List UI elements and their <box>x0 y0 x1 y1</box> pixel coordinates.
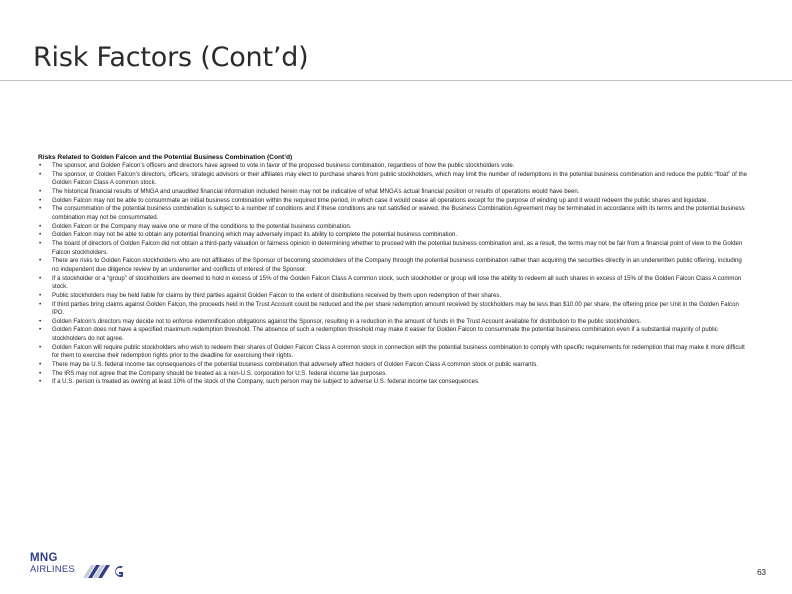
bullet-glyph: • <box>39 239 42 247</box>
list-item-text: If a U.S. person is treated as owning at least 10% of the stock of the Company, such person may be subject to adverse U.S. federal income tax consequences. <box>52 378 480 386</box>
list-item <box>38 240 750 257</box>
list-item-text: Golden Falcon may not be able to obtain any potential financing which may adversely impact its ability to complete the potential business combination. <box>52 231 458 239</box>
list-item-text: Public stockholders may be held liable for claims by third parties against Golden Falcon to the extent of distributions received by them upon redemption of their shares. <box>52 291 502 299</box>
bullet-glyph: • <box>39 361 42 369</box>
list-item <box>38 223 750 232</box>
list-item <box>38 275 750 292</box>
bullet-glyph: • <box>39 317 42 325</box>
list-item-text: The historical financial results of MNGA and unaudited financial information included herein may not be indicative of what MNGA’s actual financial position or results of operations would have been. <box>52 187 580 195</box>
bullet-glyph: • <box>39 300 42 308</box>
list-item-text: There are risks to Golden Falcon stockholders who are not affiliates of the Sponsor of becoming stockholders of the Company through the potential business combination rather than acquiring the securities directly in an underwritten public offering, including no independent due diligence review by an underwriter and conflicts of interest of the Sponsor. <box>52 257 742 273</box>
list-item-text: There may be U.S. federal income tax consequences of the potential business combination that adversely affect holders of Golden Falcon Class A common stock or public warrants. <box>52 361 538 369</box>
list-item <box>38 301 750 318</box>
list-item-text: The board of directors of Golden Falcon did not obtain a third-party valuation or fairness opinion in determining whether to proceed with the potential business combination and, as a result, the terms may not be fair from a financial point of view to the Golden Falcon stockholders. <box>52 239 743 256</box>
section-heading: Risks Related to Golden Falcon and the Potential Business Combination (Cont’d) <box>38 154 293 161</box>
bullet-glyph: • <box>39 196 42 204</box>
bullet-glyph: • <box>39 343 42 351</box>
list-item <box>38 188 750 197</box>
list-item <box>38 292 750 301</box>
bullet-glyph: • <box>39 222 42 230</box>
risk-list <box>38 162 750 387</box>
list-item <box>38 361 750 370</box>
title-divider <box>0 80 792 81</box>
bullet-glyph: • <box>39 326 42 334</box>
list-item <box>38 370 750 379</box>
list-item-text: Golden Falcon’s directors may decide not to enforce indemnification obligations against the Sponsor, resulting in a reduction in the amount of funds in the Trust Account available for distribution to the public stockholders. <box>52 317 642 325</box>
company-logo <box>30 552 75 575</box>
bullet-glyph: • <box>39 205 42 213</box>
list-item <box>38 205 750 222</box>
bullet-glyph: • <box>39 369 42 377</box>
list-item <box>38 344 750 361</box>
bullet-glyph: • <box>39 170 42 178</box>
list-item-text: If a stockholder or a “group” of stockholders are deemed to hold in excess of 15% of the Golden Falcon Class A common stock, such stockholder or group will lose the ability to redeem all such shares in excess of 15% of the Golden Falcon Class A common stock. <box>52 274 742 291</box>
bullet-glyph: • <box>39 378 42 386</box>
list-item-text: The sponsor, or Golden Falcon’s directors, officers, strategic advisors or their affiliates may elect to purchase shares from public stockholders, which may limit the number of redemptions in the potential business combination and reduce the public “float” of the Golden Falcon Class A common stock. <box>52 170 748 187</box>
logo-emblem-icon <box>83 565 129 578</box>
list-item <box>38 162 750 171</box>
page-number: 63 <box>757 568 766 577</box>
slide-content <box>38 154 750 387</box>
bullet-glyph: • <box>39 274 42 282</box>
list-item-text: The IRS may not agree that the Company should be treated as a non-U.S. corporation for U.S. federal income tax purposes. <box>52 369 387 377</box>
list-item <box>38 231 750 240</box>
bullet-glyph: • <box>39 162 42 169</box>
list-item <box>38 378 750 387</box>
bullet-glyph: • <box>39 291 42 299</box>
list-item-text: Golden Falcon does not have a specified maximum redemption threshold. The absence of such a redemption threshold may make it easier for Golden Falcon to consummate the potential business combination even if a substantial majority of public stockholders do not agree. <box>52 326 718 343</box>
bullet-glyph: • <box>39 257 42 265</box>
list-item <box>38 171 750 188</box>
list-item <box>38 197 750 206</box>
list-item-text: Golden Falcon may not be able to consummate an initial business combination within the required time period, in which case it would cease all operations except for the purpose of winding up and it would redeem the public shares and liquidate. <box>52 196 709 204</box>
list-item-text: The sponsor, and Golden Falcon’s officers and directors have agreed to vote in favor of the proposed business combination, regardless of how the public stockholders vote. <box>52 162 515 169</box>
list-item-text: Golden Falcon will require public stockholders who wish to redeem their shares of Golden Falcon Class A common stock in connection with the potential business combination to comply with specific requirements for redemption that may make it more difficult for them to exercise their redemption rights prior to the deadline for exercising their rights. <box>52 343 745 360</box>
list-item-text: Golden Falcon or the Company may waive one or more of the conditions to the potential business combination. <box>52 222 352 230</box>
list-item-text: If third parties bring claims against Golden Falcon, the proceeds held in the Trust Account could be reduced and the per share redemption amount received by stockholders may be less than $10.00 per share, the offering price per Unit in the Golden Falcon IPO. <box>52 300 739 317</box>
list-item-text: The consummation of the potential business combination is subject to a number of conditions and if these conditions are not satisfied or waived, the Business Combination Agreement may be terminated in accordance with its terms and the potential business combination may not be consummated. <box>52 205 745 221</box>
logo-wordmark-airlines: AIRLINES <box>30 564 75 575</box>
bullet-glyph: • <box>39 231 42 239</box>
slide-title: Risk Factors (Cont’d) <box>33 42 309 73</box>
list-item <box>38 326 750 343</box>
bullet-glyph: • <box>39 187 42 195</box>
logo-wordmark-mng: MNG <box>30 552 58 564</box>
list-item <box>38 257 750 274</box>
list-item <box>38 318 750 327</box>
